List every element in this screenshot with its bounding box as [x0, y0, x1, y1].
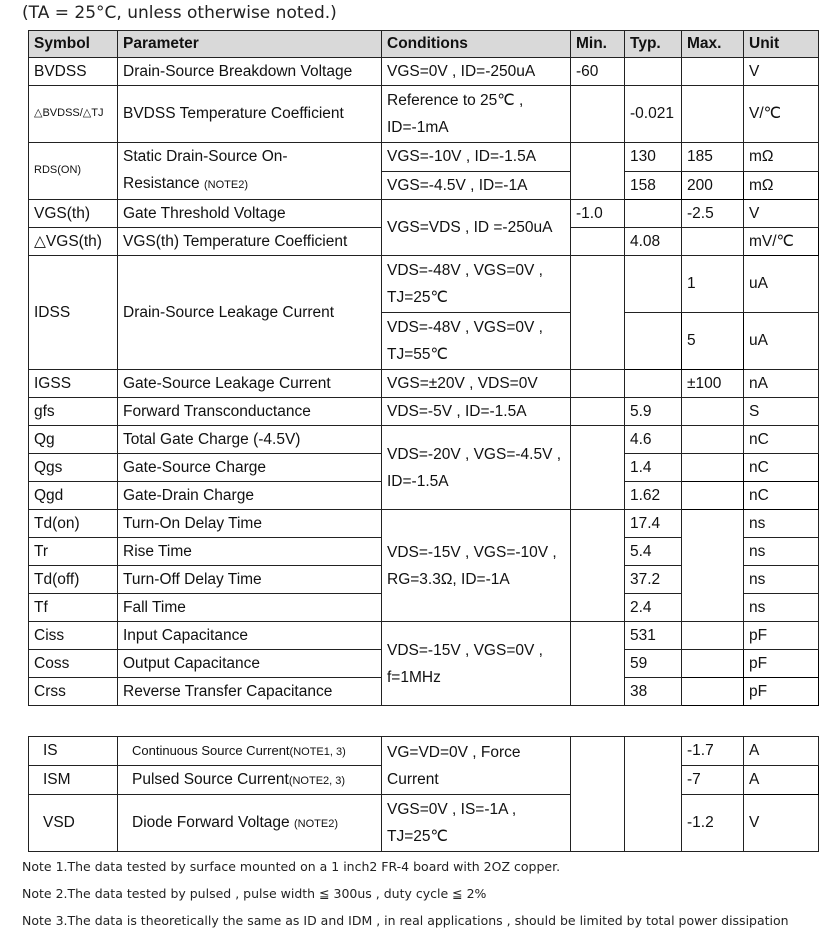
header-conditions: Conditions — [382, 31, 571, 58]
table-row — [29, 426, 819, 454]
parameter-cell: Input Capacitance — [118, 622, 382, 650]
symbol-cell: Td(off) — [29, 566, 118, 594]
max-cell — [682, 678, 744, 706]
conditions-cell — [382, 86, 571, 143]
max-cell: -1.7 — [682, 737, 744, 766]
table-row — [29, 370, 819, 398]
symbol-cell: VGS(th) — [29, 200, 118, 228]
table-row — [29, 200, 819, 228]
conditions-line: Reference to 25℃ , — [387, 92, 524, 109]
conditions-line: ID=-1.5A — [387, 472, 449, 490]
conditions-line: VDS=-15V , VGS=-10V , — [387, 543, 557, 561]
min-cell — [571, 256, 625, 370]
typ-cell — [625, 200, 682, 228]
parameter-text: Continuous Source Current — [132, 743, 290, 759]
header-symbol: Symbol — [29, 31, 118, 58]
symbol-cell: △BVDSS/△TJ — [29, 86, 118, 143]
symbol-cell: Qgd — [29, 482, 118, 510]
symbol-cell: Ciss — [29, 622, 118, 650]
parameter-cell: Gate-Source Leakage Current — [118, 370, 382, 398]
parameter-cell: Drain-Source Breakdown Voltage — [118, 58, 382, 86]
symbol-cell: ISM — [29, 766, 118, 795]
table-header-row — [29, 31, 819, 58]
symbol-cell: Coss — [29, 650, 118, 678]
header-unit: Unit — [744, 31, 819, 58]
max-cell: -2.5 — [682, 200, 744, 228]
min-cell — [571, 228, 625, 256]
unit-cell: V — [744, 795, 819, 852]
max-cell: 200 — [682, 171, 744, 200]
min-cell: -1.0 — [571, 200, 625, 228]
symbol-cell: Tf — [29, 594, 118, 622]
max-cell: 1 — [682, 256, 744, 313]
max-cell: -7 — [682, 766, 744, 795]
unit-cell: uA — [744, 256, 819, 313]
conditions-line: VDS=-15V , VGS=0V , — [387, 641, 543, 659]
symbol-cell: IDSS — [29, 256, 118, 370]
table-row — [29, 510, 819, 538]
unit-cell: mΩ — [744, 171, 819, 200]
max-cell: 5 — [682, 313, 744, 370]
typ-cell: 1.62 — [625, 482, 682, 510]
typ-cell — [625, 737, 682, 852]
unit-cell: uA — [744, 313, 819, 370]
parameter-cell: Rise Time — [118, 538, 382, 566]
table-row — [29, 795, 819, 852]
unit-cell: V — [744, 58, 819, 86]
conditions-line: VGS=0V , IS=-1A , — [387, 801, 517, 818]
symbol-cell: gfs — [29, 398, 118, 426]
unit-cell: ns — [744, 566, 819, 594]
typ-cell: 17.4 — [625, 510, 682, 538]
min-cell — [571, 370, 625, 398]
header-parameter: Parameter — [118, 31, 382, 58]
parameter-cell: Turn-Off Delay Time — [118, 566, 382, 594]
unit-cell: nC — [744, 454, 819, 482]
table-row — [29, 143, 819, 172]
max-cell — [682, 622, 744, 650]
symbol-cell: △VGS(th) — [29, 228, 118, 256]
parameter-cell — [118, 766, 382, 795]
conditions-cell: VDS=-5V , ID=-1.5A — [382, 398, 571, 426]
parameter-cell — [118, 795, 382, 852]
typ-cell: 59 — [625, 650, 682, 678]
unit-cell: pF — [744, 622, 819, 650]
typ-cell: 38 — [625, 678, 682, 706]
parameter-cell: Total Gate Charge (-4.5V) — [118, 426, 382, 454]
max-cell — [682, 86, 744, 143]
min-cell — [571, 622, 625, 706]
max-cell — [682, 510, 744, 622]
conditions-line: f=1MHz — [387, 668, 441, 686]
conditions-line: VDS=-20V , VGS=-4.5V , — [387, 445, 562, 463]
unit-cell: nA — [744, 370, 819, 398]
table-row — [29, 58, 819, 86]
header-max: Max. — [682, 31, 744, 58]
parameter-cell: Gate Threshold Voltage — [118, 200, 382, 228]
parameter-cell: VGS(th) Temperature Coefficient — [118, 228, 382, 256]
symbol-cell: Qg — [29, 426, 118, 454]
parameter-line: Static Drain-Source On- — [123, 148, 288, 165]
parameter-cell — [118, 737, 382, 766]
conditions-line: VG=VD=0V , Force — [387, 743, 521, 761]
table-row — [29, 256, 819, 313]
table-row — [29, 86, 819, 143]
symbol-cell: Qgs — [29, 454, 118, 482]
conditions-cell — [382, 426, 571, 510]
unit-cell: V/℃ — [744, 86, 819, 143]
typ-cell: 531 — [625, 622, 682, 650]
electrical-characteristics-table — [28, 30, 819, 706]
min-cell — [571, 86, 625, 143]
unit-cell: A — [744, 737, 819, 766]
symbol-cell: Tr — [29, 538, 118, 566]
unit-cell: S — [744, 398, 819, 426]
note-ref: (NOTE2, 3) — [288, 775, 346, 788]
unit-cell: A — [744, 766, 819, 795]
table-row — [29, 622, 819, 650]
footnote-3: Note 3.The data is theoretically the same as ID and IDM , in real applications , should be limited by total power dissipation — [22, 913, 789, 928]
parameter-cell: Gate-Source Charge — [118, 454, 382, 482]
footnote-2: Note 2.The data tested by pulsed , pulse width ≦ 300us , duty cycle ≦ 2% — [22, 886, 487, 901]
typ-cell — [625, 370, 682, 398]
max-cell: -1.2 — [682, 795, 744, 852]
min-cell — [571, 510, 625, 622]
parameter-cell — [118, 143, 382, 200]
max-cell — [682, 228, 744, 256]
parameter-cell: Gate-Drain Charge — [118, 482, 382, 510]
max-cell — [682, 58, 744, 86]
typ-cell: 37.2 — [625, 566, 682, 594]
parameter-text: Pulsed Source Current — [132, 771, 289, 789]
max-cell — [682, 482, 744, 510]
typ-cell: 158 — [625, 171, 682, 200]
note-ref: (NOTE1, 3) — [289, 746, 346, 759]
parameter-text: Resistance — [123, 175, 200, 192]
min-cell — [571, 426, 625, 510]
conditions-line: ID=-1mA — [387, 119, 449, 136]
note-ref: (NOTE2) — [293, 818, 338, 831]
parameter-cell: Forward Transconductance — [118, 398, 382, 426]
typ-cell: -0.021 — [625, 86, 682, 143]
symbol-cell: Td(on) — [29, 510, 118, 538]
parameter-cell: Output Capacitance — [118, 650, 382, 678]
conditions-cell — [382, 510, 571, 622]
typ-cell: 1.4 — [625, 454, 682, 482]
max-cell — [682, 426, 744, 454]
unit-cell: pF — [744, 678, 819, 706]
max-cell — [682, 454, 744, 482]
typ-cell: 4.6 — [625, 426, 682, 454]
unit-cell: ns — [744, 594, 819, 622]
typ-cell: 5.4 — [625, 538, 682, 566]
unit-cell: nC — [744, 482, 819, 510]
parameter-cell: Reverse Transfer Capacitance — [118, 678, 382, 706]
conditions-cell — [382, 622, 571, 706]
conditions-line: TJ=25℃ — [387, 828, 448, 845]
unit-cell: mΩ — [744, 143, 819, 172]
table-row — [29, 737, 819, 766]
min-cell — [571, 737, 625, 852]
min-cell — [571, 143, 625, 200]
symbol-cell: VSD — [29, 795, 118, 852]
conditions-cell: VGS=0V , ID=-250uA — [382, 58, 571, 86]
conditions-line: RG=3.3Ω, ID=-1A — [387, 570, 510, 588]
max-cell: ±100 — [682, 370, 744, 398]
header-min: Min. — [571, 31, 625, 58]
symbol-cell: Crss — [29, 678, 118, 706]
unit-cell: nC — [744, 426, 819, 454]
unit-cell: mV/℃ — [744, 228, 819, 256]
typ-cell: 4.08 — [625, 228, 682, 256]
conditions-cell — [382, 313, 571, 370]
parameter-cell: Fall Time — [118, 594, 382, 622]
test-condition-note: (TA = 25°C, unless otherwise noted.) — [22, 3, 337, 23]
unit-cell: ns — [744, 538, 819, 566]
symbol-cell: BVDSS — [29, 58, 118, 86]
typ-cell: 5.9 — [625, 398, 682, 426]
parameter-cell: BVDSS Temperature Coefficient — [118, 86, 382, 143]
conditions-line: TJ=55℃ — [387, 346, 448, 363]
conditions-cell — [382, 737, 571, 795]
min-cell: -60 — [571, 58, 625, 86]
conditions-line: Current — [387, 770, 439, 788]
max-cell: 185 — [682, 143, 744, 172]
min-cell — [571, 398, 625, 426]
typ-cell — [625, 58, 682, 86]
parameter-text: Diode Forward Voltage — [132, 814, 290, 832]
conditions-line: TJ=25℃ — [387, 289, 448, 306]
source-drain-diode-table — [28, 736, 819, 852]
conditions-cell — [382, 795, 571, 852]
parameter-cell: Drain-Source Leakage Current — [118, 256, 382, 370]
max-cell — [682, 650, 744, 678]
conditions-cell: VGS=VDS , ID =-250uA — [382, 200, 571, 256]
conditions-cell: VGS=-4.5V , ID=-1A — [382, 171, 571, 200]
note-ref: (NOTE2) — [204, 179, 248, 191]
conditions-cell: VGS=-10V , ID=-1.5A — [382, 143, 571, 172]
table-row — [29, 398, 819, 426]
symbol-cell: RDS(ON) — [29, 143, 118, 200]
symbol-cell: IS — [29, 737, 118, 766]
conditions-cell: VGS=±20V , VDS=0V — [382, 370, 571, 398]
header-typ: Typ. — [625, 31, 682, 58]
unit-cell: ns — [744, 510, 819, 538]
parameter-cell: Turn-On Delay Time — [118, 510, 382, 538]
typ-cell: 130 — [625, 143, 682, 172]
typ-cell — [625, 256, 682, 313]
conditions-line: VDS=-48V , VGS=0V , — [387, 262, 543, 279]
footnote-1: Note 1.The data tested by surface mounted on a 1 inch2 FR-4 board with 2OZ copper. — [22, 859, 561, 874]
max-cell — [682, 398, 744, 426]
unit-cell: pF — [744, 650, 819, 678]
typ-cell — [625, 313, 682, 370]
unit-cell: V — [744, 200, 819, 228]
parameter-line — [123, 170, 376, 199]
conditions-cell — [382, 256, 571, 313]
symbol-cell: IGSS — [29, 370, 118, 398]
conditions-line: VDS=-48V , VGS=0V , — [387, 319, 543, 336]
typ-cell: 2.4 — [625, 594, 682, 622]
